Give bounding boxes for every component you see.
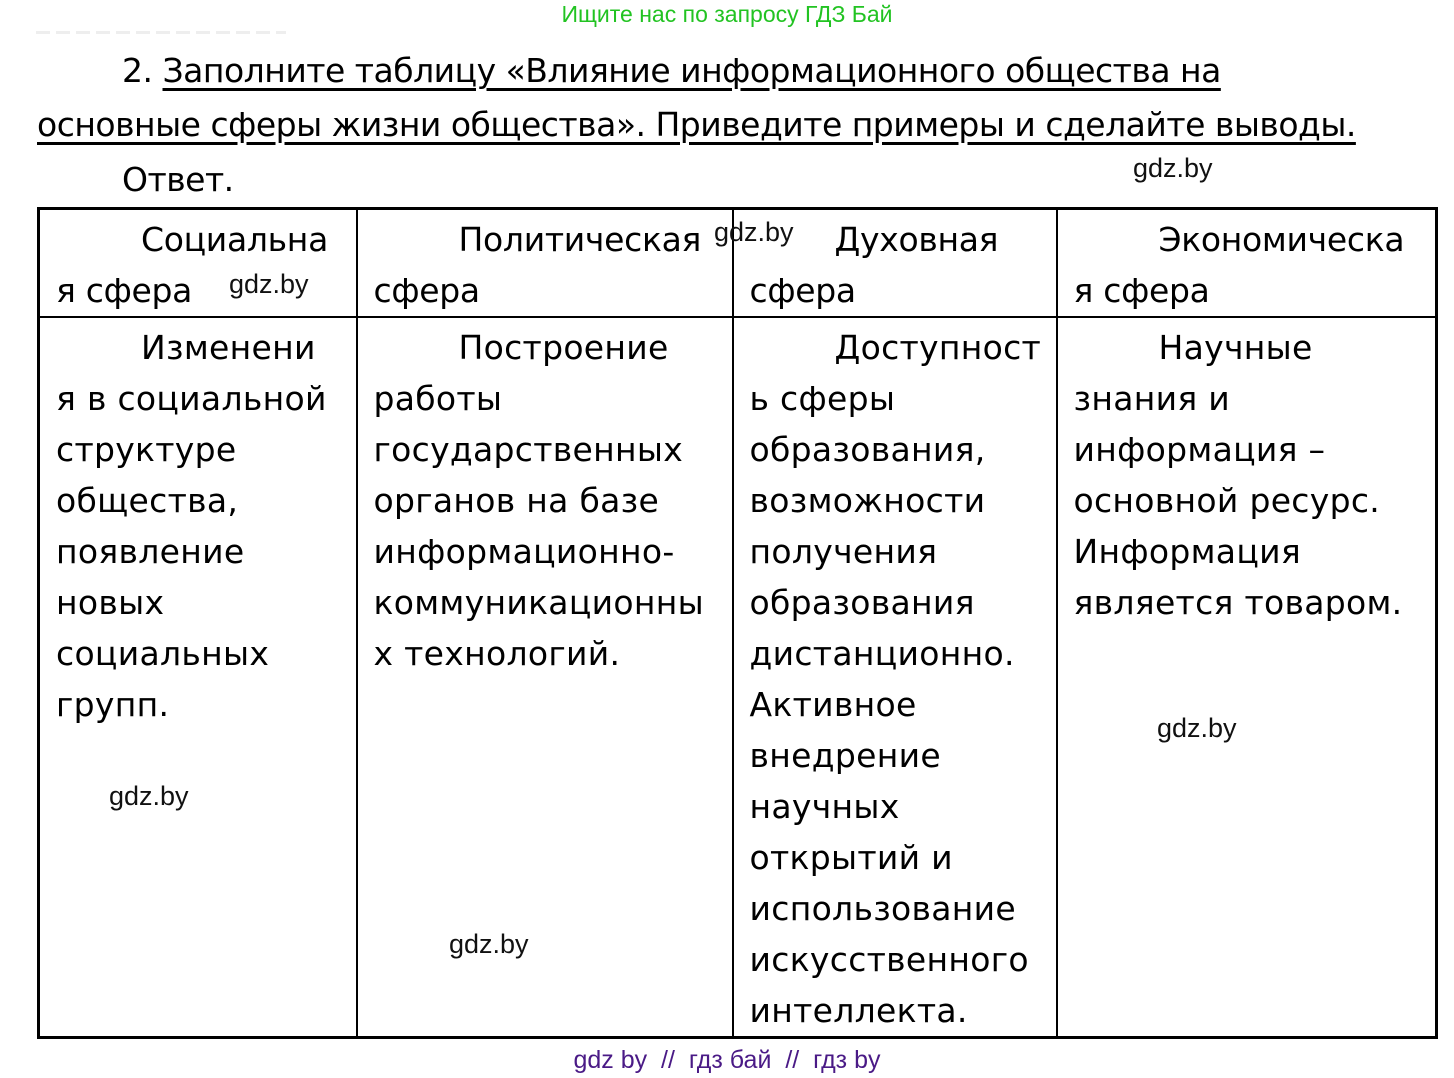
cell-social: Изменени я в социальной структуре общества, появление новых социальных групп. <box>39 317 357 1038</box>
footer-watermark: gdz by // гдз бай // гдз by <box>573 1046 881 1074</box>
task-line-1 <box>37 44 1437 98</box>
task-text-line-1: Заполните таблицу «Влияние информационного общества на <box>162 51 1221 90</box>
header-spiritual-sphere: Духовная сфера <box>733 209 1057 318</box>
watermark-header-social: gdz.by <box>229 269 309 299</box>
header-political-sphere: Политическая сфера <box>357 209 733 318</box>
header-social-sphere: Социальна я сфера <box>39 209 357 318</box>
cell-economic: Научные знания и информация – основной ресурс. Информация является товаром. <box>1057 317 1437 1038</box>
watermark-header-political: gdz.by <box>714 217 794 247</box>
watermark-body-economic: gdz.by <box>1157 713 1237 743</box>
cell-political: Построение работы государственных органов на базе информационно- коммуникационны х технологий. <box>357 317 733 1038</box>
task-text-line-2: основные сферы жизни общества». Приведите примеры и сделайте выводы. <box>37 105 1356 144</box>
spheres-table <box>37 207 1438 1039</box>
task-line-2 <box>37 98 1437 152</box>
watermark-body-social: gdz.by <box>109 781 189 811</box>
cropped-text-residue <box>36 31 286 34</box>
table-row <box>39 317 1437 1038</box>
watermark-body-political: gdz.by <box>449 929 529 959</box>
task-statement <box>37 44 1437 152</box>
answer-label: Ответ. <box>122 160 234 199</box>
task-number: 2. <box>122 51 153 90</box>
cell-spiritual: Доступност ь сферы образования, возможности получения образования дистанционно. Активное внедрение научных открытий и использование искусственного интеллекта. <box>733 317 1057 1038</box>
watermark-top-right: gdz.by <box>1133 153 1213 183</box>
search-hint-banner: Ищите нас по запросу ГДЗ Бай <box>561 1 893 27</box>
header-economic-sphere: Экономическа я сфера <box>1057 209 1437 318</box>
